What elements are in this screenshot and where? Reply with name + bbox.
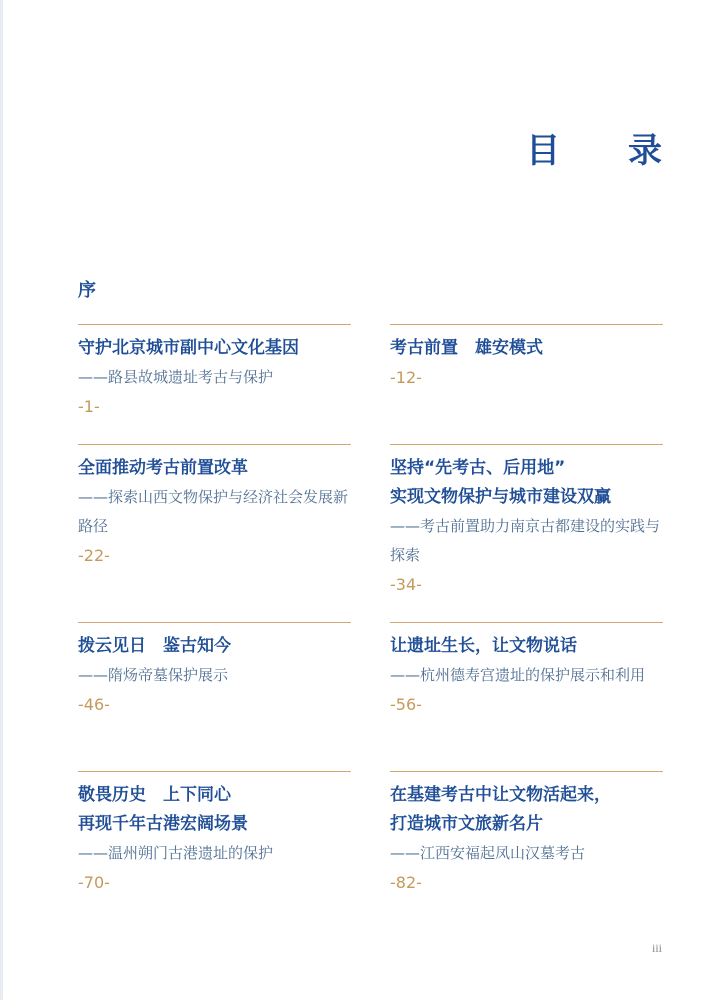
entry-subtitle: ——探索山西文物保护与经济社会发展新路径 [78, 488, 349, 535]
entry-title: 让遗址生长，让文物说话 [390, 636, 577, 656]
entry-subtitle: ——杭州德寿宫遗址的保护展示和利用 [390, 666, 646, 684]
entry-title: 在基建考古中让文物活起来， 打造城市文旅新名片 [390, 785, 611, 834]
toc-entry[interactable] [390, 324, 663, 392]
entry-subtitle: ——考古前置助力南京古都建设的实践与探索 [390, 517, 661, 564]
entry-title: 全面推动考古前置改革 [78, 458, 248, 478]
toc-preface[interactable]: 序 [78, 280, 96, 301]
entry-divider [390, 324, 663, 325]
entry-subtitle: ——江西安福起凤山汉墓考古 [390, 844, 586, 862]
page-folio: iii [651, 941, 662, 955]
toc-entry[interactable] [390, 622, 663, 719]
entry-page-number: -22- [78, 546, 110, 565]
toc-entry[interactable] [390, 771, 663, 897]
entry-divider [78, 444, 351, 445]
entry-divider [390, 444, 663, 445]
toc-entry[interactable] [78, 444, 351, 570]
entry-title: 守护北京城市副中心文化基因 [78, 338, 299, 358]
entry-title: 拨云见日 鉴古知今 [78, 636, 231, 656]
entry-title: 坚持“先考古、后用地” 实现文物保护与城市建设双赢 [390, 458, 611, 507]
entry-divider [390, 622, 663, 623]
entry-page-number: -56- [390, 695, 422, 714]
entry-divider [78, 622, 351, 623]
toc-entry[interactable] [78, 622, 351, 719]
toc-entry[interactable] [390, 444, 663, 599]
entry-page-number: -34- [390, 575, 422, 594]
page-title: 目 录 [526, 131, 690, 171]
entry-page-number: -82- [390, 873, 422, 892]
entry-page-number: -12- [390, 368, 422, 387]
entry-subtitle: ——温州朔门古港遗址的保护 [78, 844, 274, 862]
entry-divider [78, 771, 351, 772]
toc-entry[interactable] [78, 324, 351, 421]
entry-title: 敬畏历史 上下同心 再现千年古港宏阔场景 [78, 785, 248, 834]
entry-divider [390, 771, 663, 772]
entry-subtitle: ——隋炀帝墓保护展示 [78, 666, 229, 684]
entry-subtitle: ——路县故城遗址考古与保护 [78, 368, 274, 386]
page-edge [0, 0, 3, 1000]
entry-page-number: -70- [78, 873, 110, 892]
entry-divider [78, 324, 351, 325]
entry-title: 考古前置 雄安模式 [390, 338, 543, 358]
entry-page-number: -46- [78, 695, 110, 714]
entry-page-number: -1- [78, 397, 100, 416]
toc-entry[interactable] [78, 771, 351, 897]
